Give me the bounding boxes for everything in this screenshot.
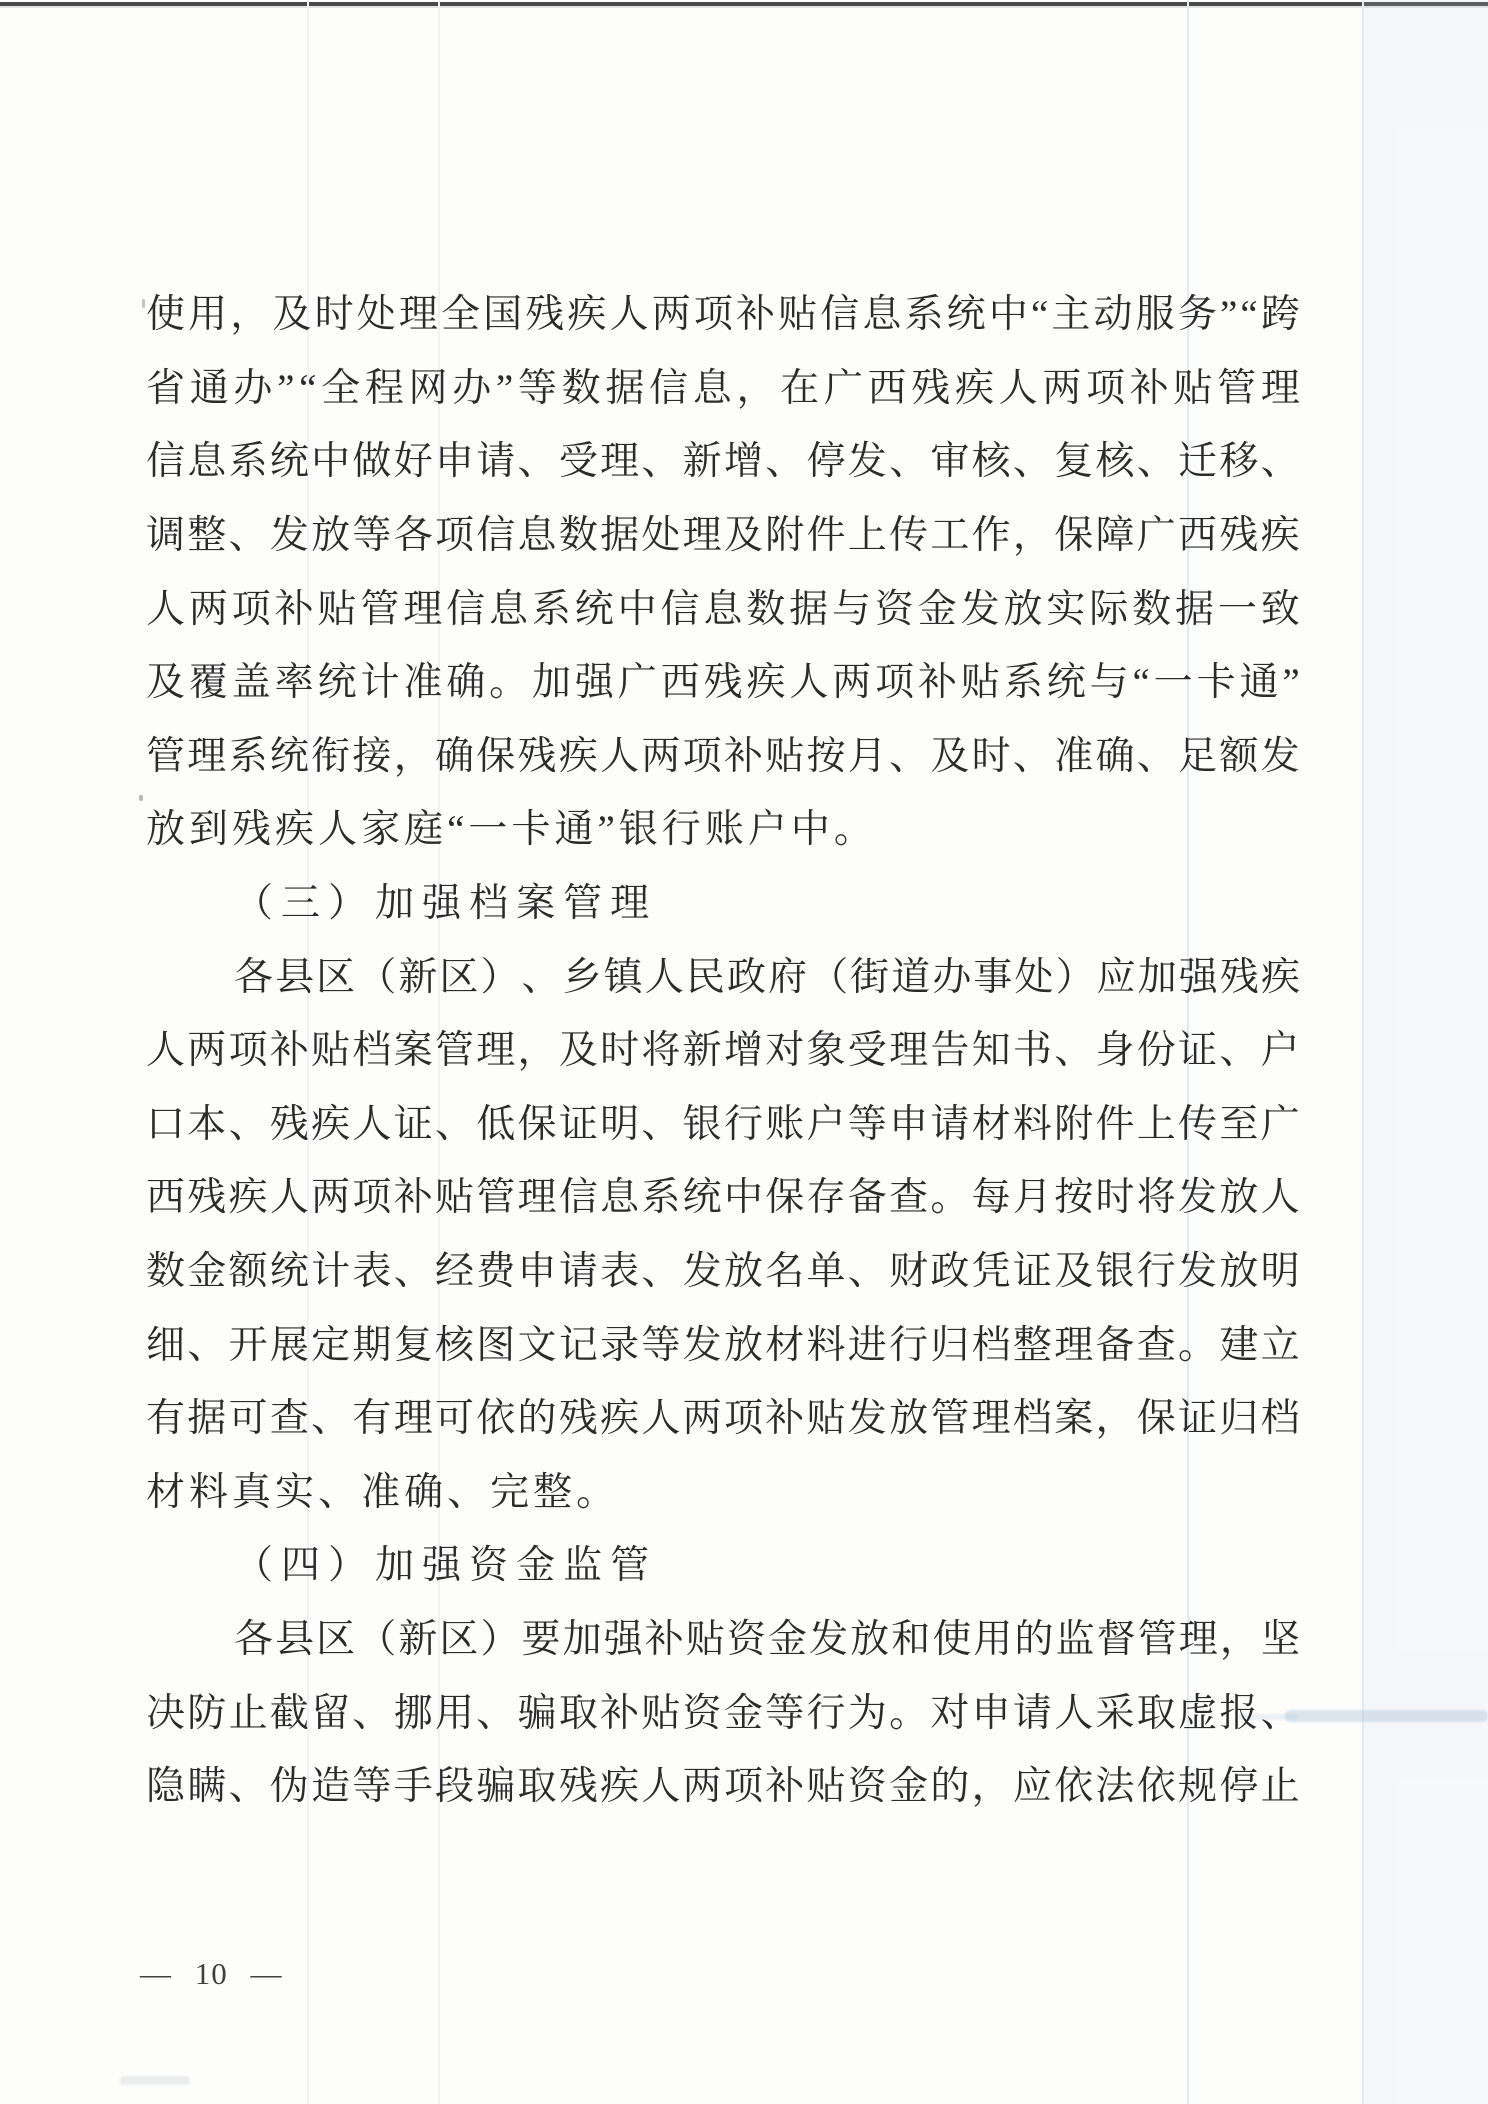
section-heading: （ 三 ） 加 强 档 案 管 理 [234, 882, 650, 926]
text-line: 管 理 系 统 衔 接 ， 确 保 残 疾 人 两 项 补 贴 按 月 、 及 时 、 准 确 、 足 额 发 [146, 734, 1300, 778]
scan-artifact-speck [142, 299, 145, 308]
text-line: 人 两 项 补 贴 管 理 信 息 系 统 中 信 息 数 据 与 资 金 发 放 实 际 数 据 一 致 [146, 587, 1300, 631]
text-line: 使 用 ， 及 时 处 理 全 国 残 疾 人 两 项 补 贴 信 息 系 统 中 “ 主 动 服 务 ” “ 跨 [146, 293, 1300, 337]
text-line: 调 整 、 发 放 等 各 项 信 息 数 据 处 理 及 附 件 上 传 工 作 ， 保 障 广 西 残 疾 [146, 514, 1300, 558]
text-line: 口 本 、 残 疾 人 证 、 低 保 证 明 、 银 行 账 户 等 申 请 材 料 附 件 上 传 至 广 [146, 1102, 1300, 1146]
text-line: 决 防 止 截 留 、 挪 用 、 骗 取 补 贴 资 金 等 行 为 。 对 申 请 人 采 取 虚 报 、 [146, 1691, 1300, 1735]
text-line: 及 覆 盖 率 统 计 准 确 。 加 强 广 西 残 疾 人 两 项 补 贴 系 统 与 “ 一 卡 通 ” [146, 661, 1300, 705]
text-line: 隐 瞒 、 伪 造 等 手 段 骗 取 残 疾 人 两 项 补 贴 资 金 的 ， 应 依 法 依 规 停 止 [146, 1765, 1300, 1809]
text-line: 有 据 可 查 、 有 理 可 依 的 残 疾 人 两 项 补 贴 发 放 管 理 档 案 ， 保 证 归 档 [146, 1397, 1300, 1441]
text-line: 人 两 项 补 贴 档 案 管 理 ， 及 时 将 新 增 对 象 受 理 告 知 书 、 身 份 证 、 户 [146, 1029, 1300, 1073]
text-line: 各 县 区 （ 新 区 ） 要 加 强 补 贴 资 金 发 放 和 使 用 的 监 督 管 理 ， 坚 [234, 1617, 1300, 1661]
text-line: 数 金 额 统 计 表 、 经 费 申 请 表 、 发 放 名 单 、 财 政 凭 证 及 银 行 发 放 明 [146, 1250, 1300, 1294]
section-heading: （ 四 ） 加 强 资 金 监 管 [234, 1544, 650, 1588]
scan-top-edge-shadow [0, 6, 1488, 8]
text-line: 信 息 系 统 中 做 好 申 请 、 受 理 、 新 增 、 停 发 、 审 核 、 复 核 、 迁 移 、 [146, 440, 1300, 484]
text-line: 放 到 残 疾 人 家 庭 “ 一 卡 通 ” 银 行 账 户 中 。 [146, 808, 873, 852]
text-line: 省 通 办 ” “ 全 程 网 办 ” 等 数 据 信 息 ， 在 广 西 残 疾 人 两 项 补 贴 管 理 [146, 366, 1300, 410]
text-line: 各 县 区 （ 新 区 ） 、 乡 镇 人 民 政 府 （ 街 道 办 事 处 ） 应 加 强 残 疾 [234, 955, 1300, 999]
text-line: 西 残 疾 人 两 项 补 贴 管 理 信 息 系 统 中 保 存 备 查 。 每 月 按 时 将 发 放 人 [146, 1176, 1300, 1220]
text-line: 细 、 开 展 定 期 复 核 图 文 记 录 等 发 放 材 料 进 行 归 档 整 理 备 查 。 建 立 [146, 1323, 1300, 1367]
page-number: — 10 — [140, 1956, 283, 1991]
scan-artifact-speck [139, 795, 143, 801]
scan-artifact-streak [1285, 1710, 1488, 1722]
scan-artifact-smudge [120, 2076, 190, 2085]
document-text [146, 278, 1300, 1823]
scan-artifact-right-band [1364, 0, 1488, 2104]
text-line: 材 料 真 实 、 准 确 、 完 整 。 [146, 1470, 616, 1514]
